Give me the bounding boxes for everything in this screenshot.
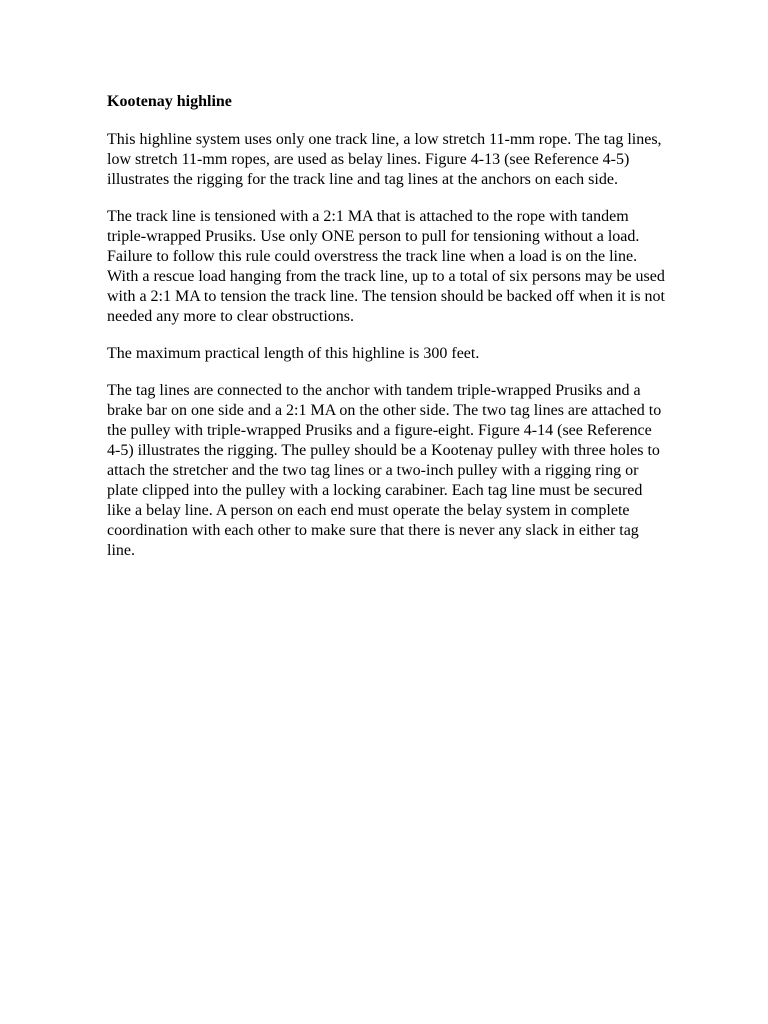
document-body [107,92,667,578]
paragraph-max-length: The maximum practical length of this highline is 300 feet. [107,345,480,362]
paragraph-tensioning: The track line is tensioned with a 2:1 MA that is attached to the rope with tandem triple-wrapped Prusiks. Use only ONE person to pull for tensioning without a load. Failure to follow this rule could overstress the track line when a load is on the line. With a rescue load hanging from the track line, up to a total of six persons may be used with a 2:1 MA to tension the track line. The tension should be backed off when it is not needed any more to clear obstructions. [107,208,665,325]
section-heading: Kootenay highline [107,93,232,110]
paragraph-track-line-intro: This highline system uses only one track line, a low stretch 11-mm rope. The tag lines, low stretch 11-mm ropes, are used as belay lines. Figure 4-13 (see Reference 4-5) illustrates the rigging for the track line and tag lines at the anchors on each side. [107,131,662,188]
paragraph-tag-lines: The tag lines are connected to the anchor with tandem triple-wrapped Prusiks and a brake bar on one side and a 2:1 MA on the other side. The two tag lines are attached to the pulley with triple-wrapped Prusiks and a figure-eight. Figure 4-14 (see Reference 4-5) illustrates the rigging. The pulley should be a Kootenay pulley with three holes to attach the stretcher and the two tag lines or a two-inch pulley with a rigging ring or plate clipped into the pulley with a locking carabiner. Each tag line must be secured like a belay line. A person on each end must operate the belay system in complete coordination with each other to make sure that there is never any slack in either tag line. [107,382,662,559]
